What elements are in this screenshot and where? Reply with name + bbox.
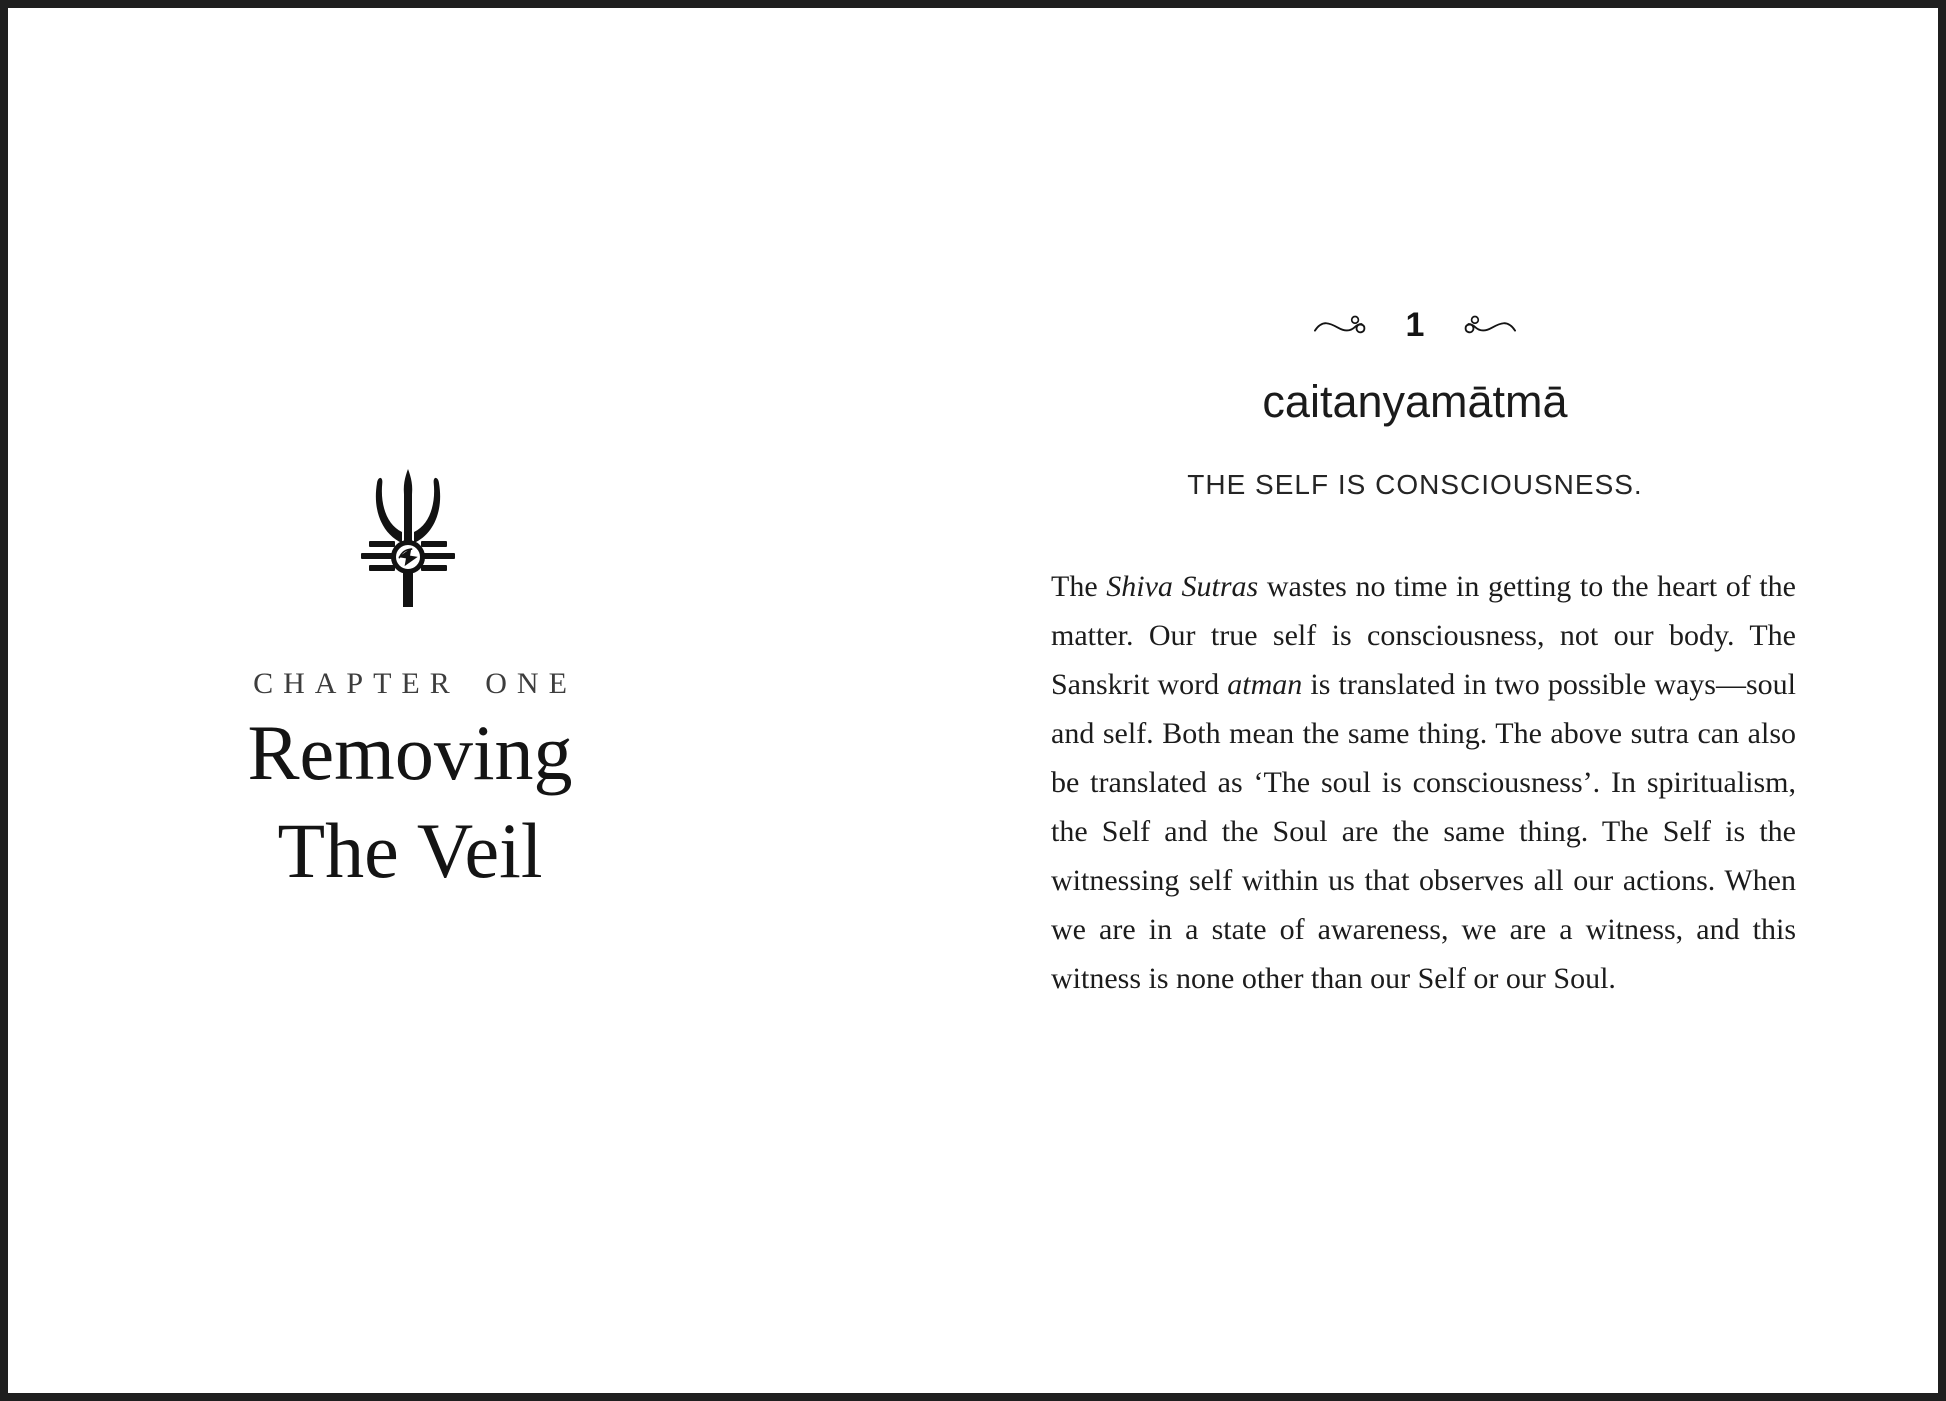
- chapter-label: CHAPTER ONE: [253, 667, 577, 700]
- swash-flourish-left-icon: [1314, 312, 1370, 338]
- chapter-title-line-1: Removing: [247, 709, 573, 796]
- sutra-number: 1: [1405, 306, 1425, 344]
- sutra-commentary-paragraph: The Shiva Sutras wastes no time in getting to the heart of the matter. Our true self is consciousness, not our body. The Sanskrit word atman is translated in two possible ways—soul and self. Both mean the same thing. The above sutra can also be translated as ‘The soul is consciousness’. In spiritualism, the Self and the Soul are the same thing. The Self is the witnessing self within us that observes all our actions. When we are in a state of awareness, we are a witness, and this witness is none other than our Self or our Soul.: [1051, 570, 1796, 995]
- sutra-translation: THE SELF IS CONSCIOUSNESS.: [1187, 469, 1643, 500]
- chapter-title-line-2: The Veil: [277, 807, 543, 894]
- swash-flourish-right-icon: [1460, 312, 1516, 338]
- sutra-sanskrit-title: caitanyamātmā: [1262, 376, 1568, 427]
- sutra-header: [1305, 304, 1525, 346]
- trishula-damaru-icon: [360, 467, 456, 609]
- chapter-title: [130, 704, 690, 900]
